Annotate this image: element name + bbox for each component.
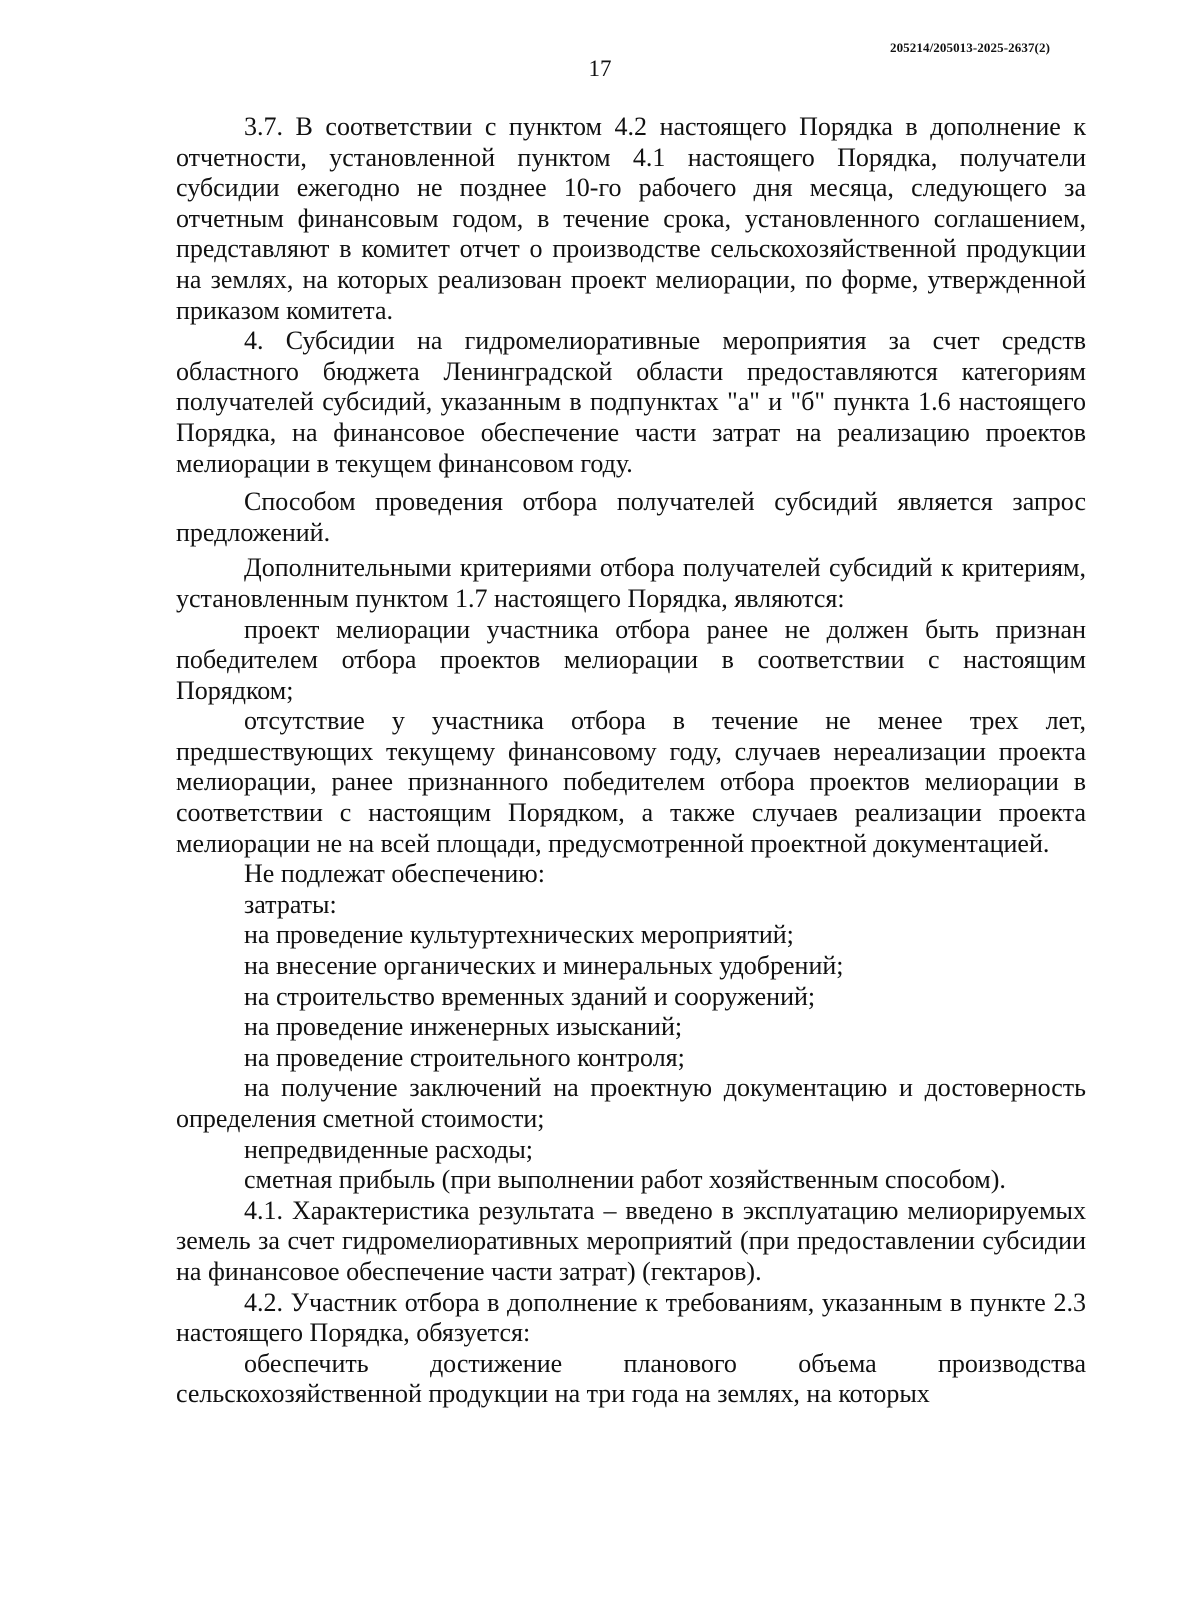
document-id: 205214/205013-2025-2637(2) <box>889 40 1050 55</box>
paragraph-3-7: 3.7. В соответствии с пунктом 4.2 настоящего Порядка в дополнение к отчетности, установленной пунктом 4.1 настоящего Порядка, получатели субсидии ежегодно не позднее 10-го рабочего дня месяца, следующего за отчетным финансовым годом, в течение срока, установленного соглашением, представляют в комитет отчет о производстве сельскохозяйственной продукции на землях, на которых реализован проект мелиорации, по форме, утвержденной приказом комитета. <box>176 112 1086 325</box>
list-item-unforeseen-expenses: непредвиденные расходы; <box>244 1134 534 1164</box>
list-item-estimated-profit: сметная прибыль (при выполнении работ хозяйственным способом). <box>244 1165 1006 1195</box>
list-item-expert-conclusions: на получение заключений на проектную документацию и достоверность определения сметной стоимости; <box>176 1073 1086 1133</box>
list-item-engineering-surveys: на проведение инженерных изысканий; <box>244 1012 683 1042</box>
paragraph-4: 4. Субсидии на гидромелиоративные мероприятия за счет средств областного бюджета Ленинградской области предоставляются категориям получателей субсидий, указанным в подпунктах "а" и "б" пункта 1.6 настоящего Порядка, на финансовое обеспечение части затрат на реализацию проектов мелиорации в текущем финансовом году. <box>176 326 1086 478</box>
list-item-temporary-buildings: на строительство временных зданий и сооружений; <box>244 981 816 1011</box>
document-body <box>176 112 1086 1410</box>
page-number: 17 <box>588 56 612 81</box>
paragraph-criterion-1: проект мелиорации участника отбора ранее не должен быть признан победителем отбора проектов мелиорации в соответствии с настоящим Порядком; <box>176 614 1086 705</box>
list-item-fertilizers: на внесение органических и минеральных удобрений; <box>244 951 844 981</box>
list-item-construction-control: на проведение строительного контроля; <box>244 1042 685 1072</box>
paragraph-4-1: 4.1. Характеристика результата – введено в эксплуатацию мелиорируемых земель за счет гидромелиоративных мероприятий (при предоставлении субсидии на финансовое обеспечение части затрат) (гектаров). <box>176 1195 1086 1286</box>
paragraph-additional-criteria: Дополнительными критериями отбора получателей субсидий к критериям, установленным пунктом 1.7 настоящего Порядка, являются: <box>176 553 1086 613</box>
paragraph-criterion-2: отсутствие у участника отбора в течение не менее трех лет, предшествующих текущему финансовому году, случаев нереализации проекта мелиорации, ранее признанного победителем отбора проектов мелиорации в соответствии с настоящим Порядком, а также случаев реализации проекта мелиорации не на всей площади, предусмотренной проектной документацией. <box>176 706 1086 858</box>
paragraph-not-covered: Не подлежат обеспечению: <box>244 859 545 889</box>
paragraph-costs: затраты: <box>244 889 337 919</box>
list-item-cultural-technical: на проведение культуртехнических мероприятий; <box>244 920 794 950</box>
paragraph-selection-method: Способом проведения отбора получателей субсидий является запрос предложений. <box>176 487 1086 547</box>
paragraph-4-2: 4.2. Участник отбора в дополнение к требованиям, указанным в пункте 2.3 настоящего Порядка, обязуется: <box>176 1287 1086 1348</box>
paragraph-obligation: обеспечить достижение планового объема производства сельскохозяйственной продукции на три года на землях, на которых <box>176 1348 1086 1409</box>
